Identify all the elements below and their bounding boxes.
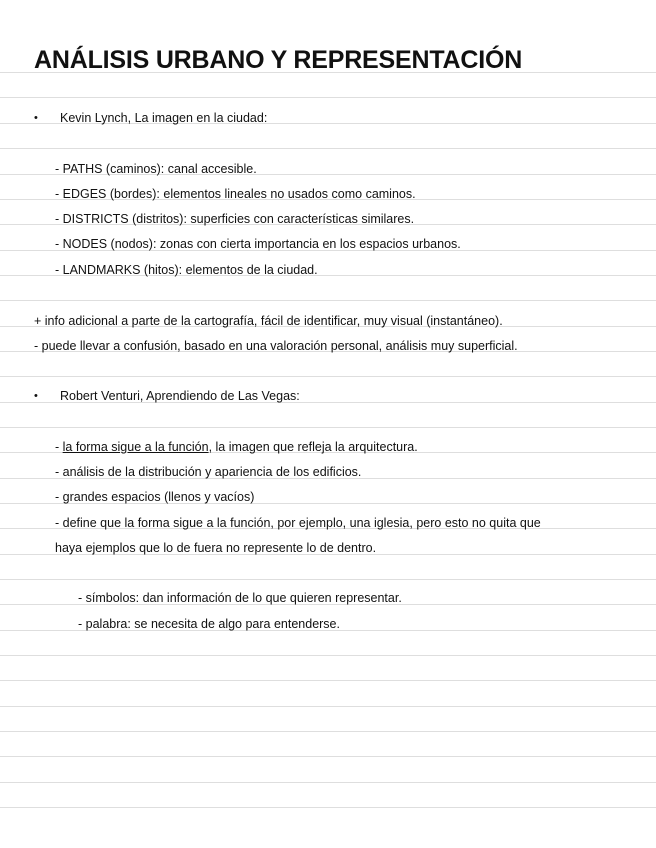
list-item-prefix: - (55, 440, 63, 454)
list-item-analysis: - análisis de la distribución y apariencia de los edificios. (55, 465, 362, 479)
ruled-line (0, 655, 656, 656)
ruled-line (0, 680, 656, 681)
section-heading-lynch: Kevin Lynch, La imagen en la ciudad: (60, 111, 268, 125)
ruled-line (0, 756, 656, 757)
ruled-line (0, 731, 656, 732)
ruled-line (0, 706, 656, 707)
sub-list-item-symbols: - símbolos: dan información de lo que quieren representar. (78, 591, 402, 605)
list-item-suffix: , la imagen que refleja la arquitectura. (208, 440, 418, 454)
ruled-line (0, 97, 656, 98)
sub-list-item-word: - palabra: se necesita de algo para entenderse. (78, 617, 340, 631)
bullet-marker: • (34, 112, 38, 124)
ruled-line (0, 300, 656, 301)
list-item-landmarks: - LANDMARKS (hitos): elementos de la ciudad. (55, 263, 318, 277)
list-item-edges: - EDGES (bordes): elementos lineales no usados como caminos. (55, 187, 416, 201)
ruled-line (0, 807, 656, 808)
list-item-spaces: - grandes espacios (llenos y vacíos) (55, 490, 255, 504)
bullet-marker: • (34, 390, 38, 402)
lynch-con-note: - puede llevar a confusión, basado en una valoración personal, análisis muy superficial. (34, 339, 518, 353)
list-item-define-continued: haya ejemplos que lo de fuera no represente lo de dentro. (55, 541, 377, 555)
lynch-pro-note: + info adicional a parte de la cartografía, fácil de identificar, muy visual (instantáneo). (34, 314, 503, 328)
ruled-line (0, 782, 656, 783)
ruled-line (0, 427, 656, 428)
ruled-line (0, 148, 656, 149)
list-item-paths: - PATHS (caminos): canal accesible. (55, 162, 257, 176)
list-item-districts: - DISTRICTS (distritos): superficies con características similares. (55, 212, 415, 226)
ruled-line (0, 579, 656, 580)
underlined-phrase: la forma sigue a la función (62, 440, 209, 454)
list-item-define: - define que la forma sigue a la función, por ejemplo, una iglesia, pero esto no quita que (55, 516, 541, 530)
ruled-line (0, 376, 656, 377)
page-title: ANÁLISIS URBANO Y REPRESENTACIÓN (34, 46, 523, 74)
list-item-nodes: - NODES (nodos): zonas con cierta importancia en los espacios urbanos. (55, 237, 461, 251)
section-heading-venturi: Robert Venturi, Aprendiendo de Las Vegas: (60, 389, 300, 403)
list-item-form-function (55, 439, 418, 455)
